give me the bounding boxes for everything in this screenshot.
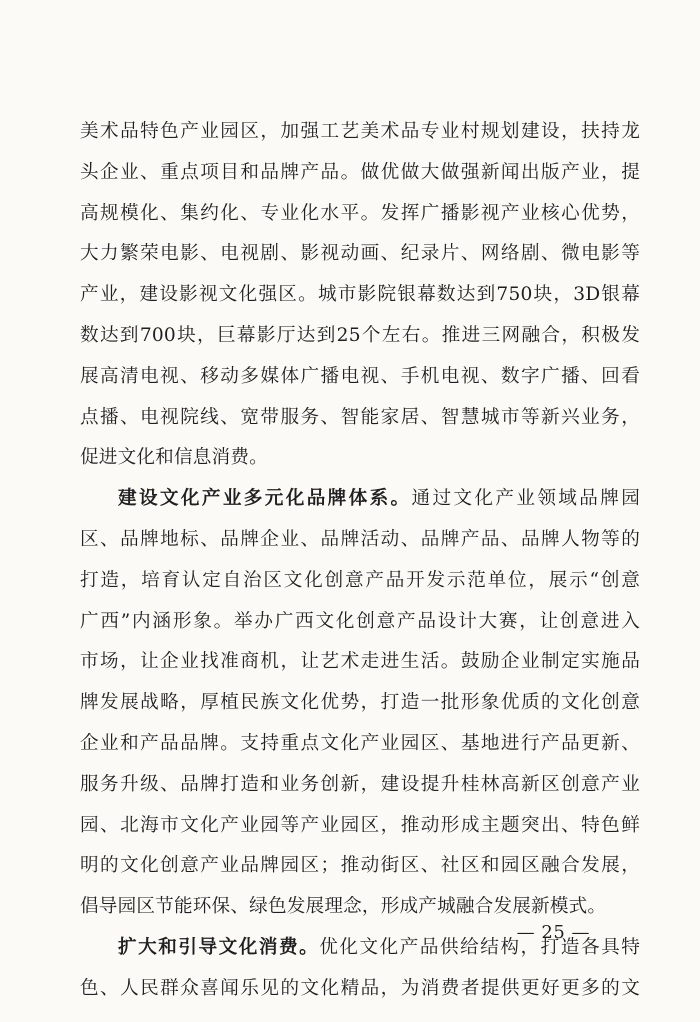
text-line: 区、品牌地标、品牌企业、品牌活动、品牌产品、品牌人物等的 (80, 528, 640, 550)
body-text (80, 112, 640, 1010)
text-line: 促进文化和信息消费。 (80, 447, 268, 469)
page-number: — 25 — (516, 922, 590, 943)
text-line: 展高清电视、移动多媒体广播电视、手机电视、数字广播、回看 (80, 365, 640, 387)
text-line: 服务升级、品牌打造和业务创新，建设提升桂林高新区创意产业 (80, 773, 640, 795)
text-line: 打造，培育认定自治区文化创意产品开发示范单位，展示“创意 (80, 569, 640, 591)
text-line: 高规模化、集约化、专业化水平。发挥广播影视产业核心优势， (80, 202, 640, 224)
text-line: 大力繁荣电影、电视剧、影视动画、纪录片、网络剧、微电影等 (80, 243, 640, 265)
paragraph-lead-heading: 扩大和引导文化消费。 (118, 936, 320, 958)
text-line: 市场，让企业找准商机，让艺术走进生活。鼓励企业制定实施品 (80, 651, 640, 673)
text-line: 色、人民群众喜闻乐见的文化精品，为消费者提供更好更多的文 (80, 977, 640, 999)
text-line: 企业和产品品牌。支持重点文化产业园区、基地进行产品更新、 (80, 732, 640, 754)
text-line: 明的文化创意产业品牌园区；推动街区、社区和园区融合发展， (80, 855, 640, 877)
text-line: 数达到700块，巨幕影厅达到25个左右。推进三网融合，积极发 (80, 324, 640, 346)
text-line: 牌发展战略，厚植民族文化优势，打造一批形象优质的文化创意 (80, 692, 640, 714)
text-line (80, 479, 640, 520)
text-line: 倡导园区节能环保、绿色发展理念，形成产城融合发展新模式。 (80, 896, 607, 918)
text-line: 广西”内涵形象。举办广西文化创意产品设计大赛，让创意进入 (80, 610, 640, 632)
text-line: 点播、电视院线、宽带服务、智能家居、智慧城市等新兴业务， (80, 406, 640, 428)
paragraph-1 (80, 112, 640, 479)
text-line: 美术品特色产业园区，加强工艺美术品专业村规划建设，扶持龙 (80, 121, 640, 142)
paragraph-first-line-text: 通过文化产业领域品牌园 (411, 488, 640, 510)
paragraph-2 (80, 479, 640, 928)
text-line: 产业，建设影视文化强区。城市影院银幕数达到750块，3D银幕 (80, 284, 640, 306)
paragraph-first-line-text: 优化文化产品供给结构，打造各具特 (319, 936, 640, 958)
text-line: 头企业、重点项目和品牌产品。做优做大做强新闻出版产业，提 (80, 161, 640, 183)
paragraph-lead-heading: 建设文化产业多元化品牌体系。 (118, 488, 412, 510)
text-line: 园、北海市文化产业园等产业园区，推动形成主题突出、特色鲜 (80, 814, 640, 836)
